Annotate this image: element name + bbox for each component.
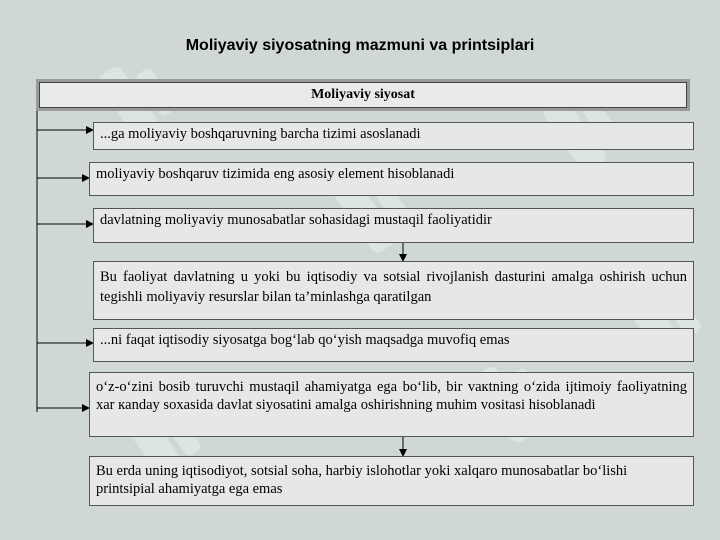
item-text-1: ...ga moliyaviy boshqaruvning barcha tizimi asoslanadi (100, 126, 421, 142)
item-box-6 (89, 372, 694, 437)
item-text-5: ...ni faqat iqtisodiy siyosatga bog‘lab qo‘yish maqsadga muvofiq emas (100, 332, 510, 348)
item-box-1 (93, 122, 694, 150)
item-box-7 (89, 456, 694, 506)
header-box (36, 79, 690, 111)
header-label: Moliyaviy siyosat (39, 82, 687, 108)
page-title: Moliyaviy siyosatning mazmuni va printsiplari (185, 37, 535, 54)
item-text-4: Bu faoliyat davlatning u yoki bu iqtisodiy va sotsial rivojlanish dasturini amalga oshirish uchun tegishli moliyaviy resurslar bilan ta’minlashga qaratilgan (100, 269, 687, 305)
item-text-6: o‘z-o‘zini bosib turuvchi mustaqil ahamiyatga ega bo‘lib, bir vaкtning o‘zida ijtimoiy faoliyatning xar кanday soxasida davlat siyosatini amalga oshirishning muhim vositasi hisoblanadi (96, 379, 687, 413)
item-box-4 (93, 261, 694, 320)
item-text-2: moliyaviy boshqaruv tizimida eng asosiy element hisoblanadi (96, 166, 455, 182)
item-text-7: Bu erda uning iqtisodiyot, sotsial soha, harbiy islohotlar yoki xalqaro munosabatlar bo‘lishi printsipial ahamiyatga ega emas (96, 463, 628, 497)
item-box-5 (93, 328, 694, 362)
item-box-3 (93, 208, 694, 243)
item-text-3: davlatning moliyaviy munosabatlar sohasidagi mustaqil faoliyatidir (100, 212, 492, 228)
item-box-2 (89, 162, 694, 196)
